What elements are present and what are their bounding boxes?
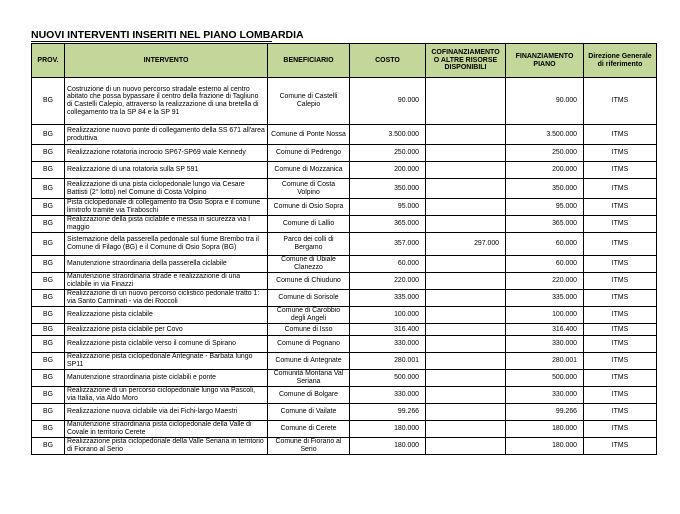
cell-prov: BG [32,125,65,145]
cell-beneficiario: Comune di Osio Sopra [268,199,350,216]
cell-direzione: ITMS [584,404,657,421]
cell-prov: BG [32,145,65,162]
cell-finanziamento: 350.000 [506,179,584,199]
cell-beneficiario: Comune di Ponte Nossa [268,125,350,145]
cell-intervento: Realizzazione pista ciclabile per Covo [65,324,268,336]
cell-costo: 180.000 [350,438,426,455]
cell-costo: 90.000 [350,78,426,125]
cell-prov: BG [32,233,65,256]
cell-cofinanziamento [426,353,506,370]
cell-direzione: ITMS [584,125,657,145]
cell-finanziamento: 220.000 [506,273,584,290]
cell-intervento: Realizzazione pista ciclabile [65,307,268,324]
cell-cofinanziamento [426,421,506,438]
table-row [32,216,657,233]
cell-beneficiario: Comune di Lallio [268,216,350,233]
cell-beneficiario: Comune di Costa Volpino [268,179,350,199]
cell-costo: 280.001 [350,353,426,370]
cell-intervento: Manutenzione straordinaria piste ciclabili e ponte [65,370,268,387]
cell-cofinanziamento [426,370,506,387]
table-row [32,324,657,336]
cell-intervento: Realizzazione della pista ciclabile e messa in sicurezza via I maggio [65,216,268,233]
cell-finanziamento: 95.000 [506,199,584,216]
cell-beneficiario: Comune di Mozzanica [268,162,350,179]
cell-cofinanziamento [426,307,506,324]
page-title: NUOVI INTERVENTI INSERITI NEL PIANO LOMBARDIA [31,29,304,41]
table-row [32,307,657,324]
cell-direzione: ITMS [584,78,657,125]
cell-direzione: ITMS [584,370,657,387]
cell-direzione: ITMS [584,273,657,290]
header-direzione: Direzione Generale di riferimento [584,44,657,78]
cell-finanziamento: 250.000 [506,145,584,162]
cell-prov: BG [32,162,65,179]
cell-costo: 500.000 [350,370,426,387]
cell-intervento: Manutenzione straordinaria pista ciclopedonale della Valle di Covale in territorio Cerete [65,421,268,438]
cell-prov: BG [32,273,65,290]
table-body [32,78,657,455]
cell-direzione: ITMS [584,162,657,179]
cell-cofinanziamento [426,256,506,273]
cell-costo: 316.400 [350,324,426,336]
cell-prov: BG [32,179,65,199]
table-row [32,78,657,125]
cell-cofinanziamento [426,78,506,125]
title-underline [31,41,272,42]
cell-beneficiario: Comune di Bolgare [268,387,350,404]
cell-costo: 3.500.000 [350,125,426,145]
cell-cofinanziamento [426,216,506,233]
cell-intervento: Realizzazione di un percorso ciclopedonale lungo via Pascoli, via Italia, via Aldo Moro [65,387,268,404]
cell-costo: 180.000 [350,421,426,438]
header-prov: PROV. [32,44,65,78]
table-row [32,256,657,273]
cell-finanziamento: 60.000 [506,256,584,273]
cell-intervento: Realizzazione pista ciclabile verso il comune di Spirano [65,336,268,353]
cell-beneficiario: Comune di Cerete [268,421,350,438]
cell-finanziamento: 335.000 [506,290,584,307]
cell-finanziamento: 330.000 [506,387,584,404]
cell-finanziamento: 100.000 [506,307,584,324]
cell-cofinanziamento [426,438,506,455]
cell-costo: 365.000 [350,216,426,233]
cell-intervento: Realizzazione pista ciclopedonale della Valle Seriana in territorio di Fiorano al Serio [65,438,268,455]
cell-finanziamento: 180.000 [506,421,584,438]
cell-costo: 335.000 [350,290,426,307]
cell-beneficiario: Comune di Pedrengo [268,145,350,162]
cell-prov: BG [32,438,65,455]
table-row [32,370,657,387]
cell-prov: BG [32,387,65,404]
cell-finanziamento: 316.400 [506,324,584,336]
cell-finanziamento: 200.000 [506,162,584,179]
cell-direzione: ITMS [584,336,657,353]
table-row [32,421,657,438]
cell-cofinanziamento [426,199,506,216]
cell-cofinanziamento: 297.000 [426,233,506,256]
cell-intervento: Manutenzione straordinaria strade e realizzazione di una ciclabile in via Finazzi [65,273,268,290]
cell-prov: BG [32,324,65,336]
cell-direzione: ITMS [584,145,657,162]
cell-intervento: Realizzazione pista ciclopedonale Antegnate - Barbata lungo SP11 [65,353,268,370]
table-row [32,125,657,145]
cell-cofinanziamento [426,273,506,290]
cell-cofinanziamento [426,162,506,179]
cell-costo: 330.000 [350,336,426,353]
table-row [32,162,657,179]
cell-finanziamento: 500.000 [506,370,584,387]
cell-prov: BG [32,336,65,353]
cell-costo: 99.266 [350,404,426,421]
cell-prov: BG [32,199,65,216]
cell-beneficiario: Comune di Carobbio degli Angeli [268,307,350,324]
cell-finanziamento: 3.500.000 [506,125,584,145]
cell-intervento: Pista ciclopedonale di collegamento tra Osio Sopra e il comune limitrofo tramite via Tiraboschi [65,199,268,216]
table-row [32,336,657,353]
cell-beneficiario: Comune di Castelli Calepio [268,78,350,125]
cell-beneficiario: Comune di Sorisole [268,290,350,307]
cell-cofinanziamento [426,324,506,336]
cell-intervento: Realizzazione nuova ciclabile via dei Fichi-largo Maestri [65,404,268,421]
cell-beneficiario: Parco dei colli di Bergamo [268,233,350,256]
cell-finanziamento: 330.000 [506,336,584,353]
header-beneficiario: BENEFICIARIO [268,44,350,78]
cell-beneficiario: Comune di Chiuduno [268,273,350,290]
table-row [32,273,657,290]
cell-direzione: ITMS [584,324,657,336]
table-row [32,387,657,404]
cell-direzione: ITMS [584,256,657,273]
header-intervento: INTERVENTO [65,44,268,78]
cell-direzione: ITMS [584,290,657,307]
cell-finanziamento: 365.000 [506,216,584,233]
table-row [32,233,657,256]
cell-intervento: Manutenzione straordinaria della passerella ciclabile [65,256,268,273]
cell-intervento: Realizzazione di una pista ciclopedonale lungo via Cesare Battisti (2° lotto) nel Comune di Costa Volpino [65,179,268,199]
cell-cofinanziamento [426,336,506,353]
cell-prov: BG [32,421,65,438]
cell-costo: 330.000 [350,387,426,404]
interventi-table [31,43,657,455]
table-row [32,145,657,162]
header-row [32,44,657,78]
cell-direzione: ITMS [584,353,657,370]
cell-beneficiario: Comune di Fiorano al Serio [268,438,350,455]
cell-finanziamento: 99.266 [506,404,584,421]
cell-costo: 250.000 [350,145,426,162]
cell-direzione: ITMS [584,233,657,256]
header-costo: COSTO [350,44,426,78]
cell-cofinanziamento [426,290,506,307]
cell-prov: BG [32,216,65,233]
cell-cofinanziamento [426,387,506,404]
cell-direzione: ITMS [584,387,657,404]
cell-finanziamento: 60.000 [506,233,584,256]
cell-prov: BG [32,307,65,324]
table-row [32,404,657,421]
cell-costo: 357.000 [350,233,426,256]
cell-cofinanziamento [426,404,506,421]
cell-beneficiario: Comunità Montana Val Seriana [268,370,350,387]
cell-intervento: Sistemazione della passerella pedonale sul fiume Brembo tra il Comune di Filago (BG) e il Comune di Osio Sopra (BG) [65,233,268,256]
cell-prov: BG [32,370,65,387]
header-cofinanziamento: COFINANZIAMENTO O ALTRE RISORSE DISPONIBILI [426,44,506,78]
cell-finanziamento: 280.001 [506,353,584,370]
cell-cofinanziamento [426,145,506,162]
table-row [32,290,657,307]
cell-cofinanziamento [426,179,506,199]
cell-prov: BG [32,78,65,125]
cell-costo: 60.000 [350,256,426,273]
cell-prov: BG [32,256,65,273]
cell-intervento: Costruzione di un nuovo percorso stradale esterno al centro abitato che possa bypassare il centro della frazione di Tagliuno di Castelli Calepio, attraverso la realizzazione di una bretella di collegamento tra la SP 84 e la SP 91 [65,78,268,125]
cell-costo: 200.000 [350,162,426,179]
cell-direzione: ITMS [584,438,657,455]
cell-finanziamento: 90.000 [506,78,584,125]
cell-cofinanziamento [426,125,506,145]
cell-intervento: Realizzazione di una rotatoria sulla SP 591 [65,162,268,179]
cell-direzione: ITMS [584,199,657,216]
cell-beneficiario: Comune di Antegnate [268,353,350,370]
cell-costo: 100.000 [350,307,426,324]
cell-intervento: Realizzazione nuovo ponte di collegamento della SS 671 all'area produttiva [65,125,268,145]
cell-costo: 95.000 [350,199,426,216]
table-row [32,353,657,370]
cell-costo: 350.000 [350,179,426,199]
cell-direzione: ITMS [584,307,657,324]
cell-intervento: Realizzazione di un nuovo percorso ciclistico pedonale tratto 1: via Santo Carminati - via dei Roccoli [65,290,268,307]
cell-prov: BG [32,404,65,421]
cell-direzione: ITMS [584,421,657,438]
cell-intervento: Realizzazione rotatoria incrocio SP67-SP69 viale Kennedy [65,145,268,162]
cell-direzione: ITMS [584,179,657,199]
cell-beneficiario: Comune di Ubiale Clanezzo [268,256,350,273]
header-finanziamento: FINANZIAMENTO PIANO [506,44,584,78]
table-row [32,438,657,455]
table-row [32,179,657,199]
cell-beneficiario: Comune di Isso [268,324,350,336]
table-row [32,199,657,216]
cell-prov: BG [32,353,65,370]
cell-finanziamento: 180.000 [506,438,584,455]
cell-beneficiario: Comune di Vailate [268,404,350,421]
cell-costo: 220.000 [350,273,426,290]
cell-direzione: ITMS [584,216,657,233]
cell-beneficiario: Comune di Pognano [268,336,350,353]
cell-prov: BG [32,290,65,307]
